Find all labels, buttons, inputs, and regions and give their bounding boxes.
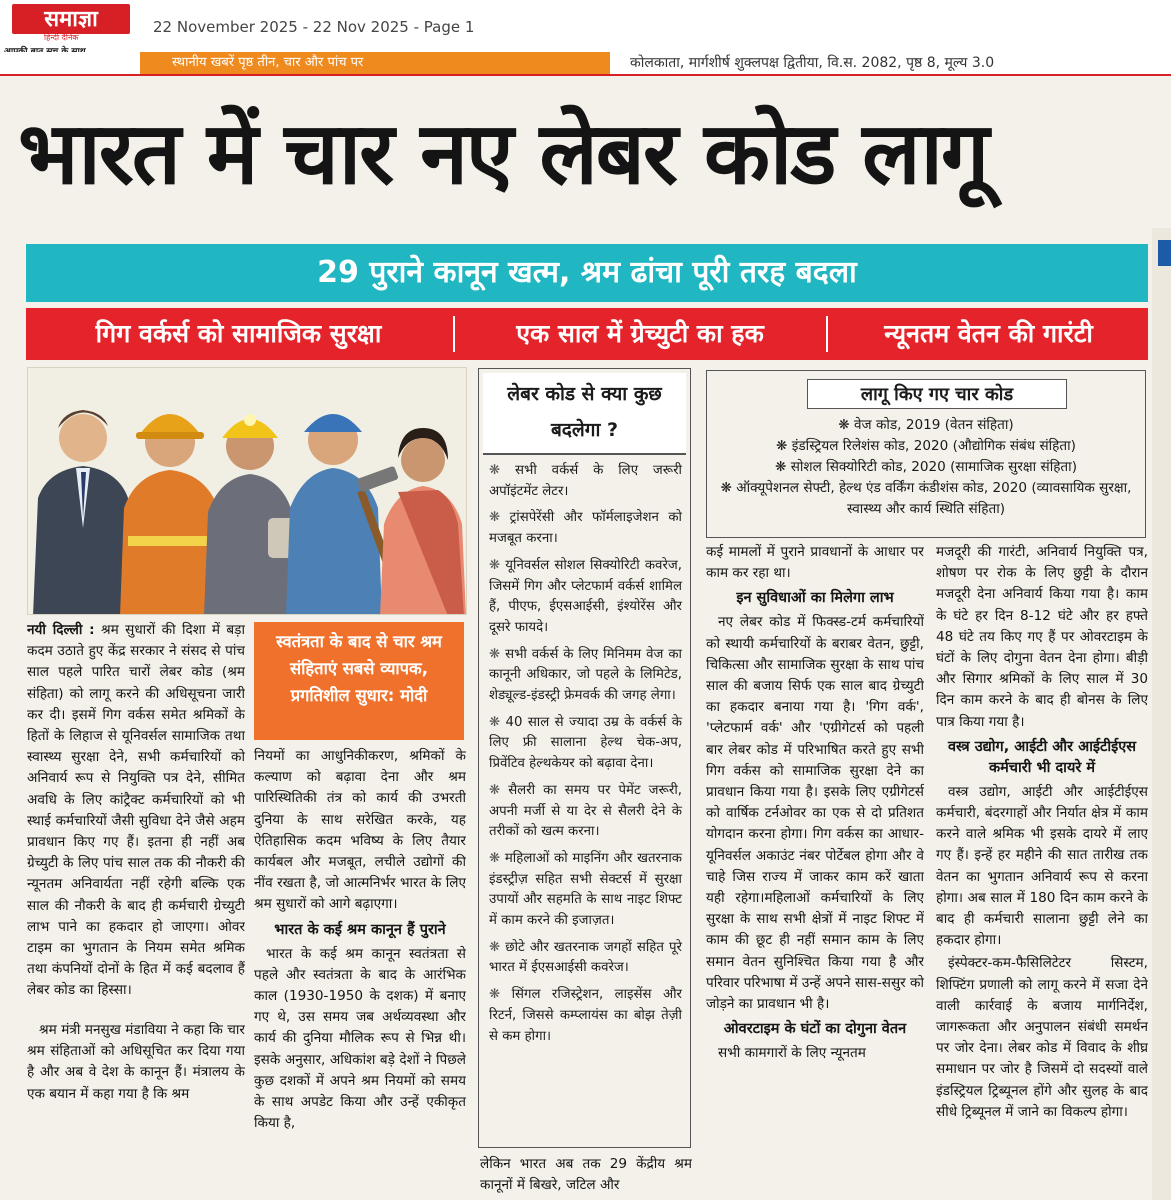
asterisk-icon: ❋ [489, 714, 501, 730]
article-column-3-cont [480, 1154, 692, 1200]
local-news-note: स्थानीय खबरें पृष्ठ तीन, चार और पांच पर [140, 52, 610, 74]
asterisk-icon: ❋ [489, 557, 501, 573]
article-column-1-cont [27, 1020, 245, 1200]
asterisk-icon: ❋ [489, 850, 501, 866]
four-codes-list [717, 415, 1135, 520]
dateline: नयी दिल्ली : [27, 622, 95, 638]
asterisk-icon: ❋ [776, 438, 788, 454]
pm-quote-box: स्वतंत्रता के बाद से चार श्रम संहिताएं सबसे व्यापक, प्रगतिशील सुधार: मोदी [254, 622, 464, 740]
list-item: ❋ सोशल सिक्योरिटी कोड, 2020 (सामाजिक सुरक्षा संहिता) [774, 459, 1078, 475]
article-para: श्रम मंत्री मनसुख मंडाविया ने कहा कि चार श्रम संहिताओं को अधिसूचित कर दिया गया है और अब वे देश के कानून हैं। मंत्रालय के एक बयान में कहा गया है कि श्रम [27, 1022, 245, 1102]
list-item: ❋ छोटे और खतरनाक जगहों सहित पूरे भारत में ईएसआईसी कवरेज। [489, 939, 682, 976]
subheadline-gig-workers: गिग वर्कर्स को सामाजिक सुरक्षा [95, 319, 382, 348]
asterisk-icon: ❋ [838, 417, 850, 433]
subheadline-divider [826, 316, 828, 352]
article-para: कई मामलों में पुराने प्रावधानों के आधार पर काम कर रहा था। [706, 544, 924, 582]
article-para: वस्त्र उद्योग, आईटी और आईटीईएस कर्मचारी, बंदरगाहों और निर्यात क्षेत्र में काम करने वाले श्रमिक भी इसके दायरे में लाए गए हैं। इन्हें हर महीने की सात तारीख तक वेतन का भुगतान अनिवार्य रूप से करना होगा। अब साल में 180 दिन काम करने के बाद ही कर्मचारी सालाना छुट्टी लेने का हकदार होगा। [936, 783, 1148, 949]
asterisk-icon: ❋ [489, 646, 501, 662]
subheadline-minimum-wage: न्यूनतम वेतन की गारंटी [884, 319, 1093, 348]
subheadline-divider [453, 316, 455, 352]
list-item: ❋ इंडस्ट्रियल रिलेशंस कोड, 2020 (औद्योगिक संबंध संहिता) [776, 438, 1076, 454]
list-item: ❋ महिलाओं को माइनिंग और खतरनाक इंडस्ट्रीज़ सहित सभी सेक्टर्स में सुरक्षा उपायों और सहमति के साथ नाइट शिफ्ट में काम करने की इजाज़त। [489, 850, 682, 929]
four-codes-box [706, 370, 1146, 538]
asterisk-icon: ❋ [489, 939, 501, 955]
article-column-5 [936, 542, 1148, 1200]
list-item: ❋ सभी वर्कर्स के लिए मिनिमम वेज का कानूनी अधिकार, जो पहले के लिमिटेड, शेड्यूल्ड-इंडस्ट्री फ्रेमवर्क की जगह लेगा। [489, 646, 682, 704]
what-changes-title: लेबर कोड से क्या कुछ बदलेगा ? [483, 373, 686, 455]
list-item: ❋ ऑक्यूपेशनल सेफ्टी, हेल्थ एंड वर्किंग कंडीशंस कोड, 2020 (व्यावसायिक सुरक्षा, स्वास्थ्य और कार्य स्थिति संहिता) [720, 480, 1132, 517]
list-item: ❋ वेज कोड, 2019 (वेतन संहिता) [838, 417, 1014, 433]
section-subhead: इन सुविधाओं का मिलेगा लाभ [736, 590, 894, 607]
subheadline-gratuity: एक साल में ग्रेच्युटी का हक [516, 319, 764, 348]
asterisk-icon: ❋ [720, 480, 732, 496]
asterisk-icon: ❋ [489, 510, 501, 526]
asterisk-icon: ❋ [489, 987, 501, 1003]
list-item: ❋ सिंगल रजिस्ट्रेशन, लाइसेंस और रिटर्न, जिससे कम्प्लायंस का बोझ तेज़ी से कम होगा। [489, 987, 682, 1044]
article-column-2 [254, 746, 466, 1200]
page-caption: 22 November 2025 - 22 Nov 2025 - Page 1 [153, 18, 475, 36]
logo-subtitle: हिन्दी दैनिक [44, 33, 79, 42]
logo [0, 0, 138, 60]
article-para: नए लेबर कोड में फिक्स्ड-टर्म कर्मचारियों को स्थायी कर्मचारियों के बराबर वेतन, छुट्टी, चिकित्सा और सामाजिक सुरक्षा के साथ पांच साल की बजाय सिर्फ एक साल बाद ग्रेच्युटी का हकदार बनाया गया है। 'गिग वर्क', 'प्लेटफार्म वर्क' और 'एग्रीगेटर्स को पहली बार लेबर कोड में परिभाषित करते हुए सभी गिग वर्कस को सामाजिक सुरक्षा देने का प्रावधान किया गया है। इसके लिए एग्रीगेटर्स को वार्षिक टर्नओवर का एक से दो प्रतिशत योगदान करना होगा। गिग वर्कस का आधार-यूनिवर्सल अकाउंट नंबर पोर्टेबल होगा और वे चाहे जिस राज्य में जाकर काम करें खाता यही रहेगा।महिलाओं कर्मचारियों के लिए सुरक्षा के साथ सभी क्षेत्रों में नाइट शिफ्ट में काम की छूट ही नहीं समान काम के लिए समान वेतन सुनिश्चित किया गया है और परिवार परिभाषा में उन्हें अपने सास-ससुर को जोड़ने का प्रावधान भी है। [706, 614, 924, 1013]
asterisk-icon: ❋ [774, 459, 787, 475]
article-para-text: श्रम सुधारों की दिशा में बड़ा कदम उठाते हुए केंद्र सरकार ने संसद से पांच साल पहले पारित चारों लेबर कोड (श्रम संहिता) को लागू करने की अधिसूचना जारी कर दी। इसमें गिग वर्कस समेत श्रमिकों के हितों के लिहाज से यूनिवर्सल सामाजिक तथा स्वास्थ्य सुरक्षा देने, सभी कर्मचारियों को अनिवार्य रूप से नियुक्ति पत्र देने, सीमित अवधि के लिए कांट्रैक्ट कर्मचारियों को भी स्थाई कर्मचारियों जैसी सुविधा देने जैसे अहम प्रावधान किए गए हैं। इतना ही नहीं अब ग्रेच्युटी के लिए पांच साल तक की नौकरी की न्यूनतम अनिवार्यता नहीं रहेगी बल्कि एक साल की नौकरी के बाद ही कर्मचारी ग्रेच्युटी लाभ पाने का हकदार हो जाएगा। ओवर टाइम का भुगतान के नियम समेत श्रमिक तथा कंपनियों दोनों के हित में कई बदलाव हैं लेबर कोड का हिस्सा। [27, 622, 245, 999]
list-item: ❋ 40 साल से ज्यादा उम्र के वर्कर्स के लिए फ्री सालाना हेल्थ चेक-अप, प्रिवेंटिव हेल्थकेयर को बढ़ावा देना। [489, 714, 682, 772]
article-para: नियमों का आधुनिकीकरण, श्रमिकों के कल्याण को बढ़ावा देना और श्रम पारिस्थितिकी तंत्र को कार्य की उभरती दुनिया के साथ सरेखित करके, यह ऐतिहासिक कदम भविष्य के लिए तैयार कार्यबल और मजबूत, लचीले उद्योगों की नींव रखता है, जो आत्मनिर्भर भारत के लिए श्रम सुधारों को आगे बढ़ाएगा। [254, 748, 466, 913]
section-subhead: ओवरटाइम के घंटों का दोगुना वेतन [723, 1021, 907, 1038]
list-item: ❋ सभी वर्कर्स के लिए जरूरी अपॉइंटमेंट लेटर। [489, 463, 682, 499]
asterisk-icon: ❋ [489, 782, 501, 798]
subheadline-banner: 29 पुराने कानून खत्म, श्रम ढांचा पूरी तरह बदला [26, 244, 1148, 302]
article-para: मजदूरी की गारंटी, अनिवार्य नियुक्ति पत्र, शोषण पर रोक के लिए छुट्टी के दौरान मजदूरी देना अनिवार्य किया गया है। काम के घंटे हर दिन 8-12 घंटे और हर हफ्ते 48 घंटे तय किए गए हैं पर ओवरटाइम के घंटों के लिए दोगुना वेतन देना होगा। बीड़ी और सिगार श्रमिकों के लिए साल में 30 दिन काम करने के बाद ही बोनस के लिए पात्र किया गया है। [936, 544, 1148, 730]
list-item: ❋ यूनिवर्सल सोशल सिक्योरिटी कवरेज, जिसमें गिग और प्लेटफार्म वर्कर्स शामिल हैं, पीएफ, ईएसआईसी, इंश्योरेंस और दूसरे फायदे। [489, 557, 682, 635]
article-para: भारत के कई श्रम कानून स्वतंत्रता से पहले और स्वतंत्रता के बाद के आरंभिक काल (1930-1950 के दशक) में बनाए गए थे, उस समय जब अर्थव्यवस्था और कार्य की दुनिया मौलिक रूप से भिन्न थी। इसके अनुसार, अधिकांश बड़े देशों ने पिछले कुछ दशकों में अपने श्रम नियमों को समय के साथ अपडेट किया और उन्हें एकीकृत किया है, [254, 945, 466, 1132]
what-changes-box [478, 368, 691, 1148]
subheadline-strip [26, 308, 1148, 360]
article-para: इंस्पेक्टर-कम-फैसिलिटेटर सिस्टम, शिफ्टिंग प्रणाली को लागू करने में सजा देने वाली कार्रवाई के बजाय मार्गनिर्देश, जागरूकता और अनुपालन संबंधी समर्थन पर जोर देना। लेबर कोड में विवाद के शीघ्र समाधान पर जोर है जिसमें दो सदस्यों वाले इंडस्ट्रियल ट्रिब्यूनल होंगे और सुलह के बाद सीधे ट्रिब्यूनल में जाने का विकल्प होगा। [936, 955, 1148, 1120]
info-strip [0, 52, 1171, 76]
list-item: ❋ ट्रांसपेरेंसी और फॉर्मलाइजेशन को मजबूत करना। [489, 510, 682, 547]
four-codes-title: लागू किए गए चार कोड [807, 379, 1067, 409]
main-headline: भारत में चार नए लेबर कोड लागू [18, 104, 988, 204]
list-item: ❋ सैलरी का समय पर पेमेंट जरूरी, अपनी मर्जी से या देर से सैलरी देने के तरीकों को खत्म करना। [489, 782, 682, 840]
article-para: सभी कामगारों के लिए न्यूनतम [718, 1045, 866, 1062]
workers-illustration [27, 367, 467, 615]
what-changes-list [479, 459, 690, 1047]
workers-illustration-graphic [28, 368, 467, 615]
article-para [27, 620, 245, 1002]
masthead [0, 0, 1171, 52]
section-subhead: भारत के कई श्रम कानून हैं पुराने [274, 921, 446, 938]
article-para: लेकिन भारत अब तक 29 केंद्रीय श्रम कानूनों में बिखरे, जटिल और [480, 1156, 692, 1194]
article-column-4 [706, 542, 924, 1200]
section-subhead: वस्त्र उद्योग, आईटी और आईटीईएस कर्मचारी भी दायरे में [947, 738, 1137, 776]
asterisk-icon: ❋ [489, 463, 501, 478]
next-page-edge [1152, 228, 1171, 1200]
edge-marker [1158, 240, 1171, 266]
edition-details: कोलकाता, मार्गशीर्ष शुक्लपक्ष द्वितीया, वि.स. 2082, पृष्ठ 8, मूल्य 3.0 [630, 55, 995, 71]
logo-wordmark: समाज्ञा [12, 4, 130, 34]
